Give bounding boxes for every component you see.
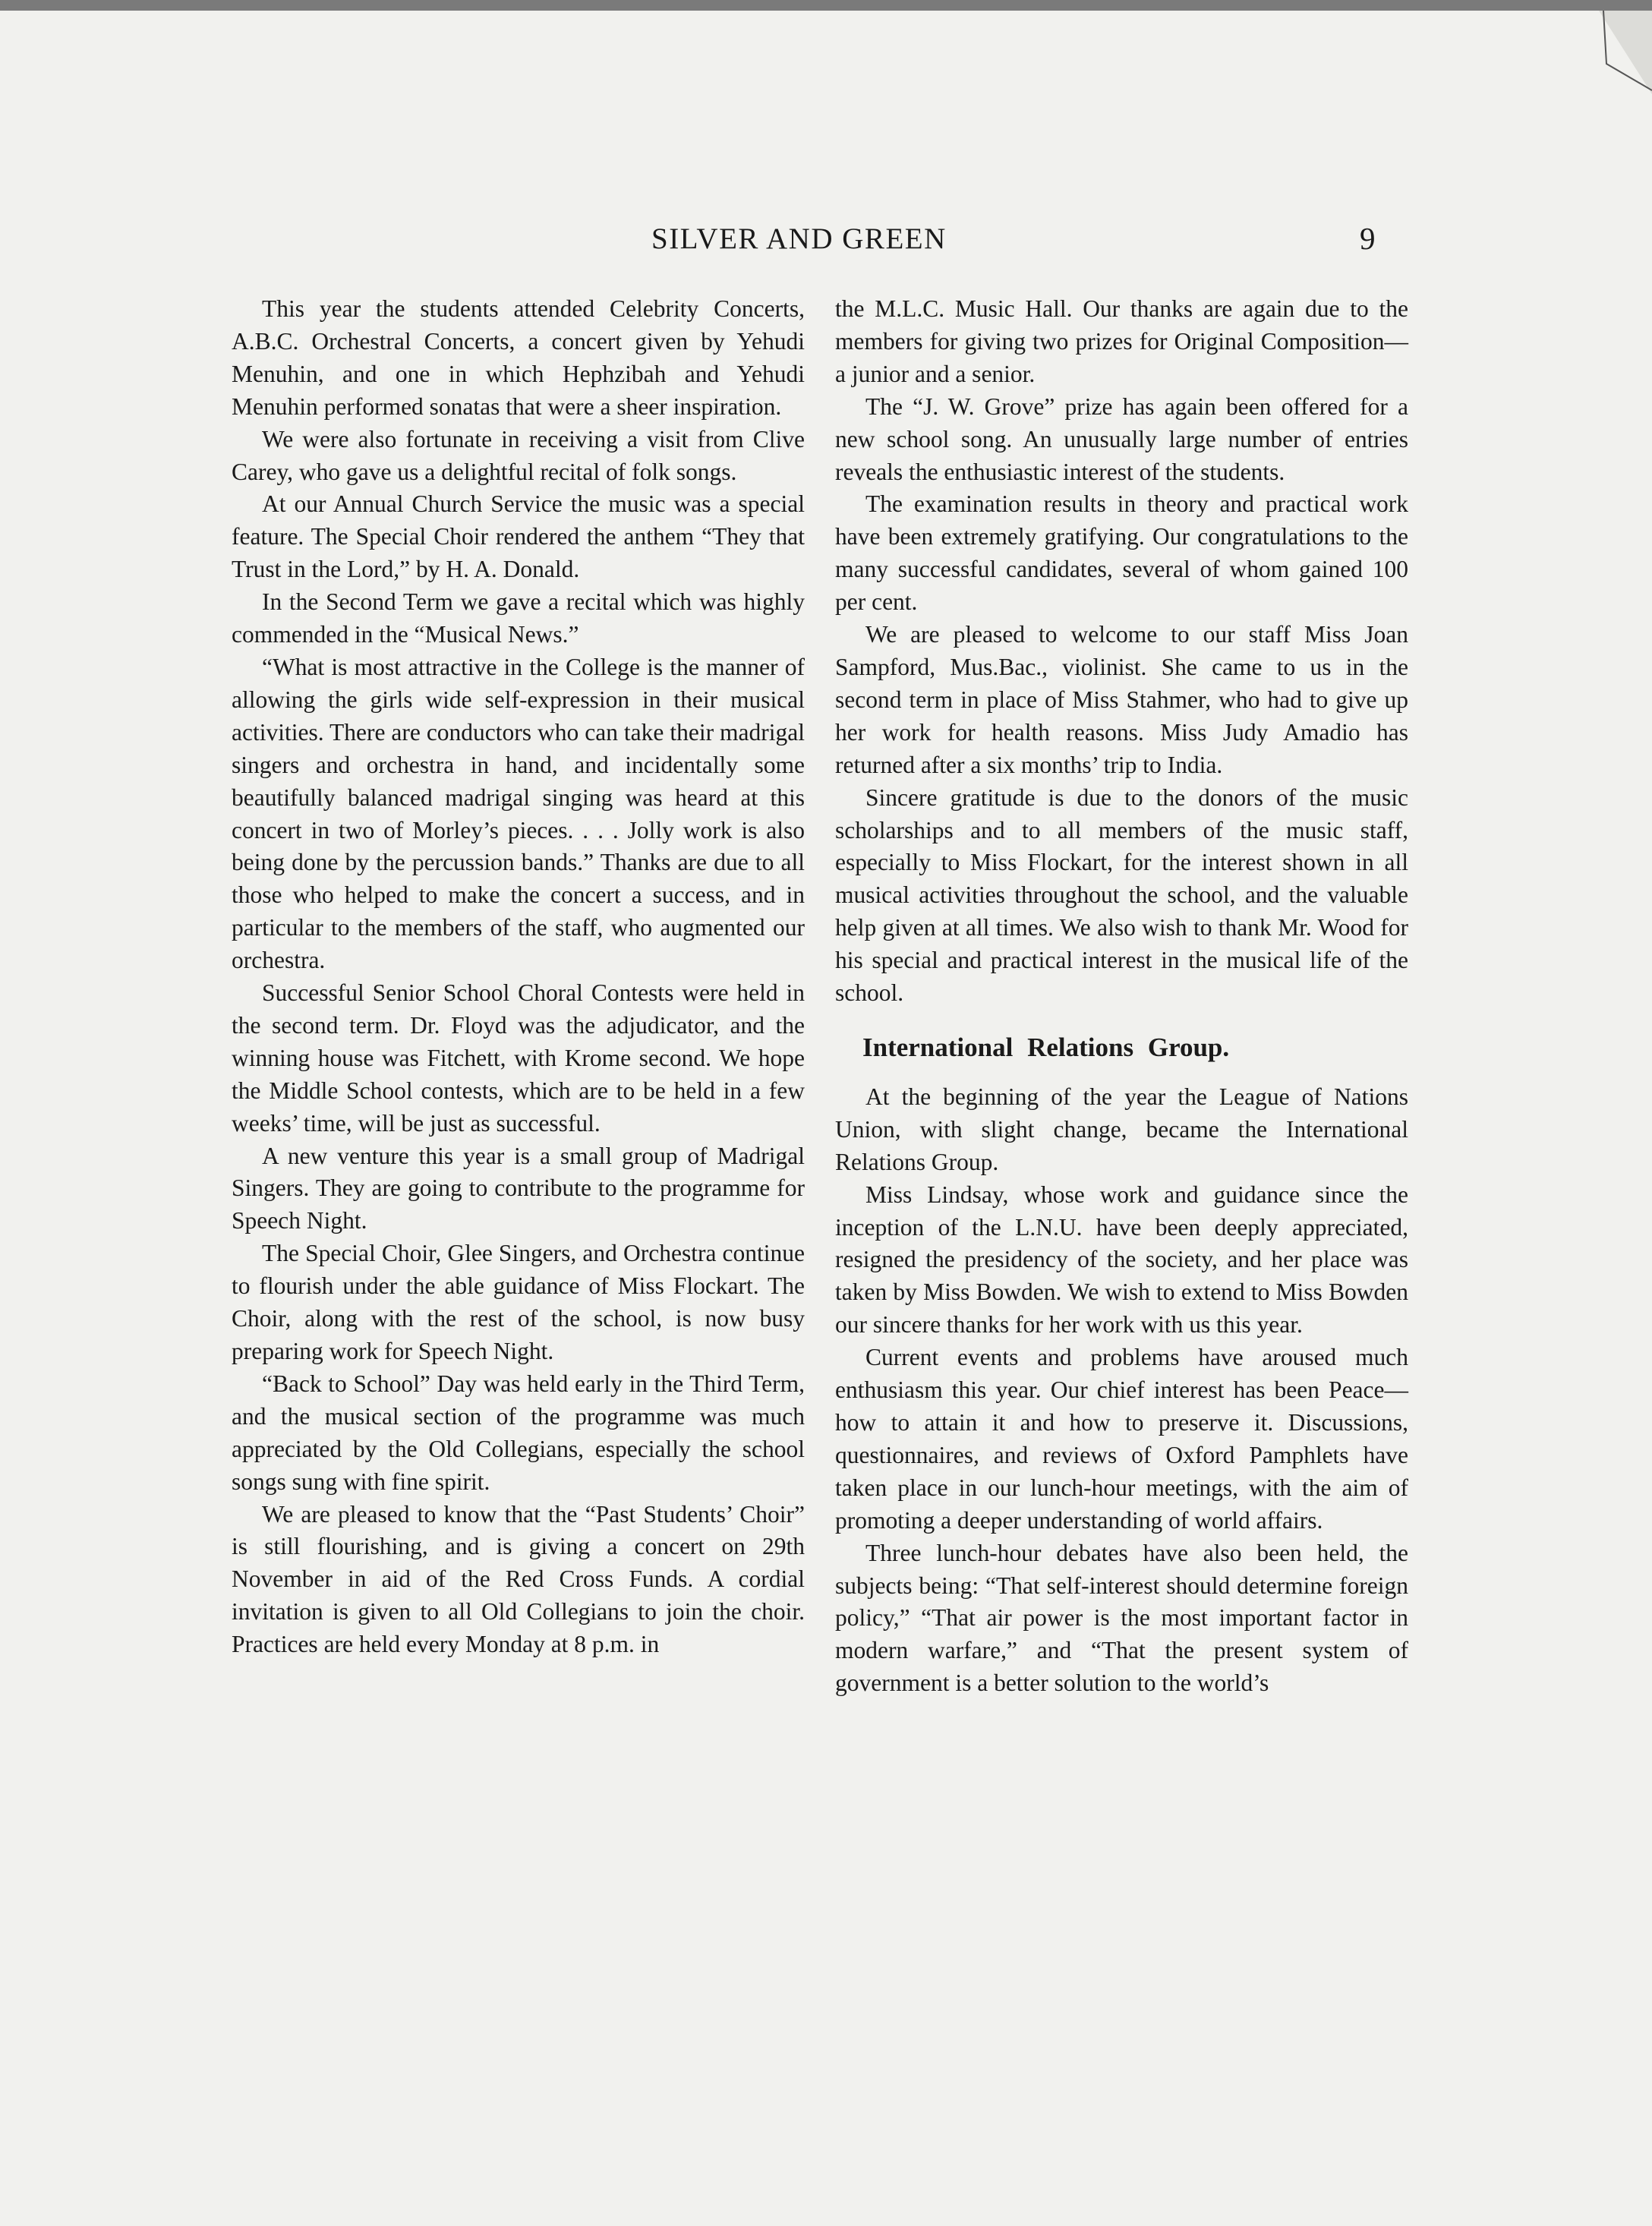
paragraph: We are pleased to welcome to our staff Miss Joan Sampford, Mus.Bac., violinist. She came to us in the second term in place of Miss Stahmer, who had to give up her work for health reasons. Miss Judy Amadio has returned after a six months’ trip to India. — [835, 621, 1408, 778]
page-number: 9 — [1360, 221, 1376, 256]
paragraph-continuation: the M.L.C. Music Hall. Our thanks are again due to the members for giving two prizes for Original Composition—a junior and a senior. — [835, 295, 1408, 387]
section-heading: International Relations Group. — [862, 1032, 1230, 1062]
paragraph: “What is most attractive in the College is the manner of allowing the girls wide self-expression in their musical activities. There are conductors who can take their madrigal singers and orchestra in hand, and incidentally some beautifully balanced madrigal singing was heard at this concert in two of Morley’s pieces. . . . Jolly work is also being done by the percussion bands.” Thanks are due to all those who helped to make the concert a success, and in particular to the members of the staff, who augmented our orchestra. — [232, 653, 805, 974]
paragraph: The Special Choir, Glee Singers, and Orchestra continue to flourish under the able guidance of Miss Flockart. The Choir, along with the rest of the school, is now busy preparing work for Speech Night. — [232, 1240, 805, 1364]
paragraph: We were also fortunate in receiving a visit from Clive Carey, who gave us a delightful recital of folk songs. — [232, 425, 805, 485]
right-column — [835, 293, 1408, 1700]
paragraph: This year the students attended Celebrity Concerts, A.B.C. Orchestral Concerts, a concert given by Yehudi Menuhin, and one in which Hephzibah and Yehudi Menuhin performed sonatas that were a sheer inspiration. — [232, 295, 805, 420]
paragraph: The examination results in theory and practical work have been extremely gratifying. Our congratulations to the many successful candidates, several of whom gained 100 per cent. — [835, 490, 1408, 616]
left-column — [232, 293, 805, 1661]
page-corner-fold — [1599, 11, 1652, 94]
paragraph: At our Annual Church Service the music was a special feature. The Special Choir rendered the anthem “They that Trust in the Lord,” by H. A. Donald. — [232, 490, 805, 583]
paragraph: A new venture this year is a small group of Madrigal Singers. They are going to contribute to the programme for Speech Night. — [232, 1142, 805, 1234]
page-header-title: SILVER AND GREEN — [651, 222, 947, 255]
paragraph: Successful Senior School Choral Contests were held in the second term. Dr. Floyd was the adjudicator, and the winning house was Fitchett, with Krome second. We hope the Middle School contests, which are to be held in a few weeks’ time, will be just as successful. — [232, 979, 805, 1137]
paragraph: The “J. W. Grove” prize has again been offered for a new school song. An unusually large number of entries reveals the enthusiastic interest of the students. — [835, 393, 1408, 485]
paragraph: Miss Lindsay, whose work and guidance since the inception of the L.N.U. have been deeply appreciated, resigned the presidency of the society, and her place was taken by Miss Bowden. We wish to extend to Miss Bowden our sincere thanks for her work with us this year. — [835, 1181, 1408, 1338]
paragraph: Three lunch-hour debates have also been held, the subjects being: “That self-interest should determine foreign policy,” “That air power is the most important factor in modern warfare,” and “That the present system of government is a better solution to the world’s — [835, 1539, 1408, 1697]
scan-top-edge — [0, 0, 1652, 11]
paragraph: “Back to School” Day was held early in the Third Term, and the musical section of the programme was much appreciated by the Old Collegians, especially the school songs sung with fine spirit. — [232, 1370, 805, 1495]
paragraph: At the beginning of the year the League of Nations Union, with slight change, became the International Relations Group. — [835, 1083, 1408, 1175]
paragraph: Current events and problems have aroused much enthusiasm this year. Our chief interest has been Peace—how to attain it and how to preserve it. Discussions, questionnaires, and reviews of Oxford Pamphlets have taken place in our lunch-hour meetings, with the aim of promoting a deeper understanding of world affairs. — [835, 1344, 1408, 1534]
paragraph: In the Second Term we gave a recital which was highly commended in the “Musical News.” — [232, 588, 805, 648]
paragraph: Sincere gratitude is due to the donors of the music scholarships and to all members of the music staff, especially to Miss Flockart, for the interest shown in all musical activities throughout the school, and the valuable help given at all times. We also wish to thank Mr. Wood for his special and practical interest in the musical life of the school. — [835, 784, 1408, 1007]
paragraph: We are pleased to know that the “Past Students’ Choir” is still flourishing, and is giving a concert on 29th November in aid of the Red Cross Funds. A cordial invitation is given to all Old Collegians to join the choir. Practices are held every Monday at 8 p.m. in — [232, 1500, 805, 1658]
